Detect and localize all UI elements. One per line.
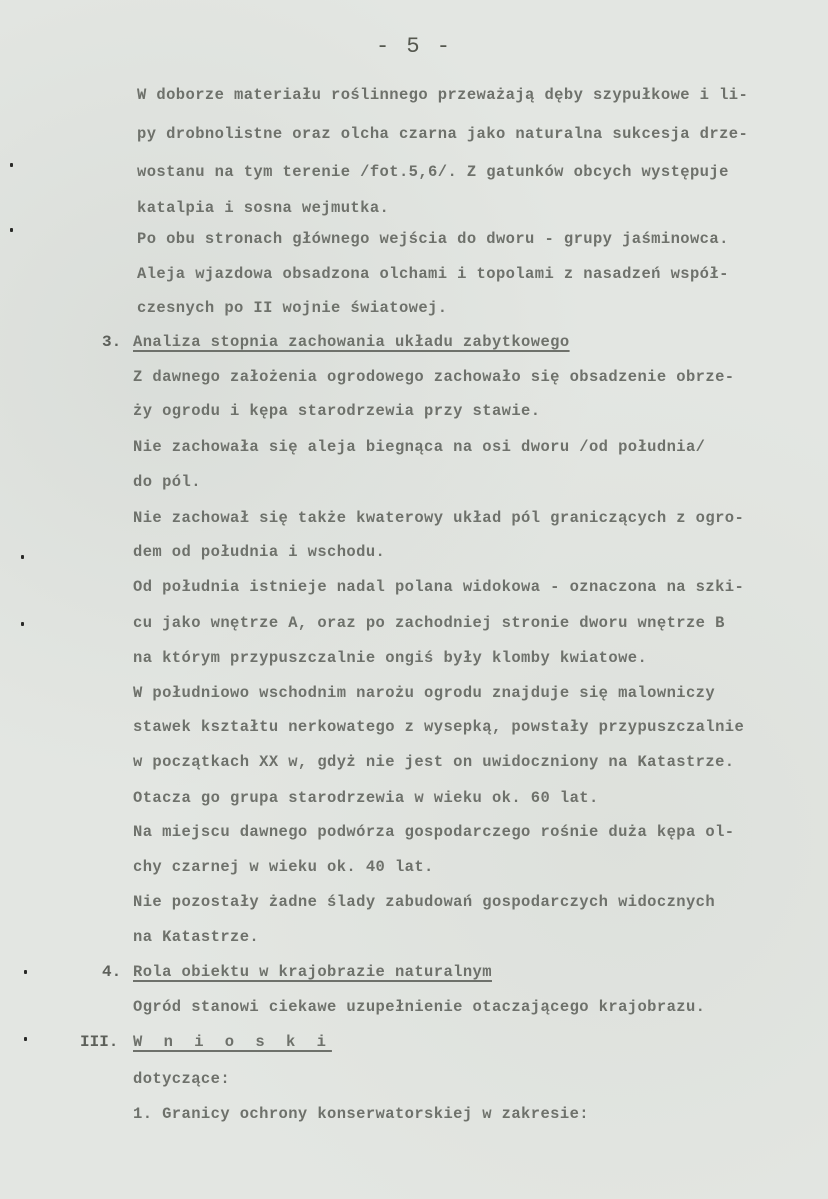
text-line: Nie zachował się także kwaterowy układ pól graniczących z ogro- — [133, 509, 745, 527]
text-line: Po obu stronach głównego wejścia do dworu - grupy jaśminowca. — [137, 230, 729, 248]
text-line: katalpia i sosna wejmutka. — [137, 199, 390, 217]
text-line: Ogród stanowi ciekawe uzupełnienie otaczającego krajobrazu. — [133, 998, 706, 1016]
text-line: Nie pozostały żadne ślady zabudowań gospodarczych widocznych — [133, 893, 716, 911]
text-line: do pól. — [133, 473, 201, 491]
section-number: III. — [80, 1033, 119, 1051]
text-line: dem od południa i wschodu. — [133, 543, 386, 561]
text-line: dotyczące: — [133, 1070, 231, 1088]
margin-mark — [24, 970, 27, 974]
text-line: cu jako wnętrze A, oraz po zachodniej stronie dworu wnętrze B — [133, 614, 725, 632]
text-line: w początkach XX w, gdyż nie jest on uwidoczniony na Katastrze. — [133, 753, 735, 771]
text-line: na Katastrze. — [133, 928, 260, 946]
text-line: Nie zachowała się aleja biegnąca na osi dworu /od południa/ — [133, 438, 706, 456]
text-line: ży ogrodu i kępa starodrzewia przy stawie. — [133, 402, 541, 420]
text-line: chy czarnej w wieku ok. 40 lat. — [133, 858, 434, 876]
text-line: stawek kształtu nerkowatego z wysepką, powstały przypuszczalnie — [133, 718, 745, 736]
text-line: Na miejscu dawnego podwórza gospodarczego rośnie duża kępa ol- — [133, 823, 735, 841]
section-number: 4. — [102, 963, 122, 981]
margin-mark — [10, 228, 13, 232]
text-line: Od południa istnieje nadal polana widokowa - oznaczona na szki- — [133, 578, 745, 596]
section-number: 3. — [102, 333, 122, 351]
section-heading: Rola obiektu w krajobrazie naturalnym — [133, 963, 492, 981]
margin-mark — [21, 555, 24, 559]
text-line: Z dawnego założenia ogrodowego zachowało się obsadzenie obrze- — [133, 368, 735, 386]
text-line: Aleja wjazdowa obsadzona olchami i topolami z nasadzeń współ- — [137, 265, 729, 283]
text-line: Otacza go grupa starodrzewia w wieku ok. 60 lat. — [133, 789, 599, 807]
margin-mark — [21, 622, 24, 626]
page-number: - 5 - — [375, 34, 452, 59]
section-heading: W n i o s k i — [133, 1033, 332, 1051]
text-line: W południowo wschodnim narożu ogrodu znajduje się malowniczy — [133, 684, 716, 702]
text-line: py drobnolistne oraz olcha czarna jako naturalna sukcesja drze- — [137, 125, 749, 143]
text-line: czesnych po II wojnie światowej. — [137, 299, 448, 317]
text-line: W doborze materiału roślinnego przeważają dęby szypułkowe i li- — [137, 86, 749, 104]
margin-mark — [24, 1037, 27, 1041]
margin-mark — [10, 163, 13, 167]
text-line: wostanu na tym terenie /fot.5,6/. Z gatunków obcych występuje — [137, 163, 729, 181]
text-line: 1. Granicy ochrony konserwatorskiej w zakresie: — [133, 1105, 589, 1123]
section-heading: Analiza stopnia zachowania układu zabytkowego — [133, 333, 570, 351]
text-line: na którym przypuszczalnie ongiś były klomby kwiatowe. — [133, 649, 648, 667]
